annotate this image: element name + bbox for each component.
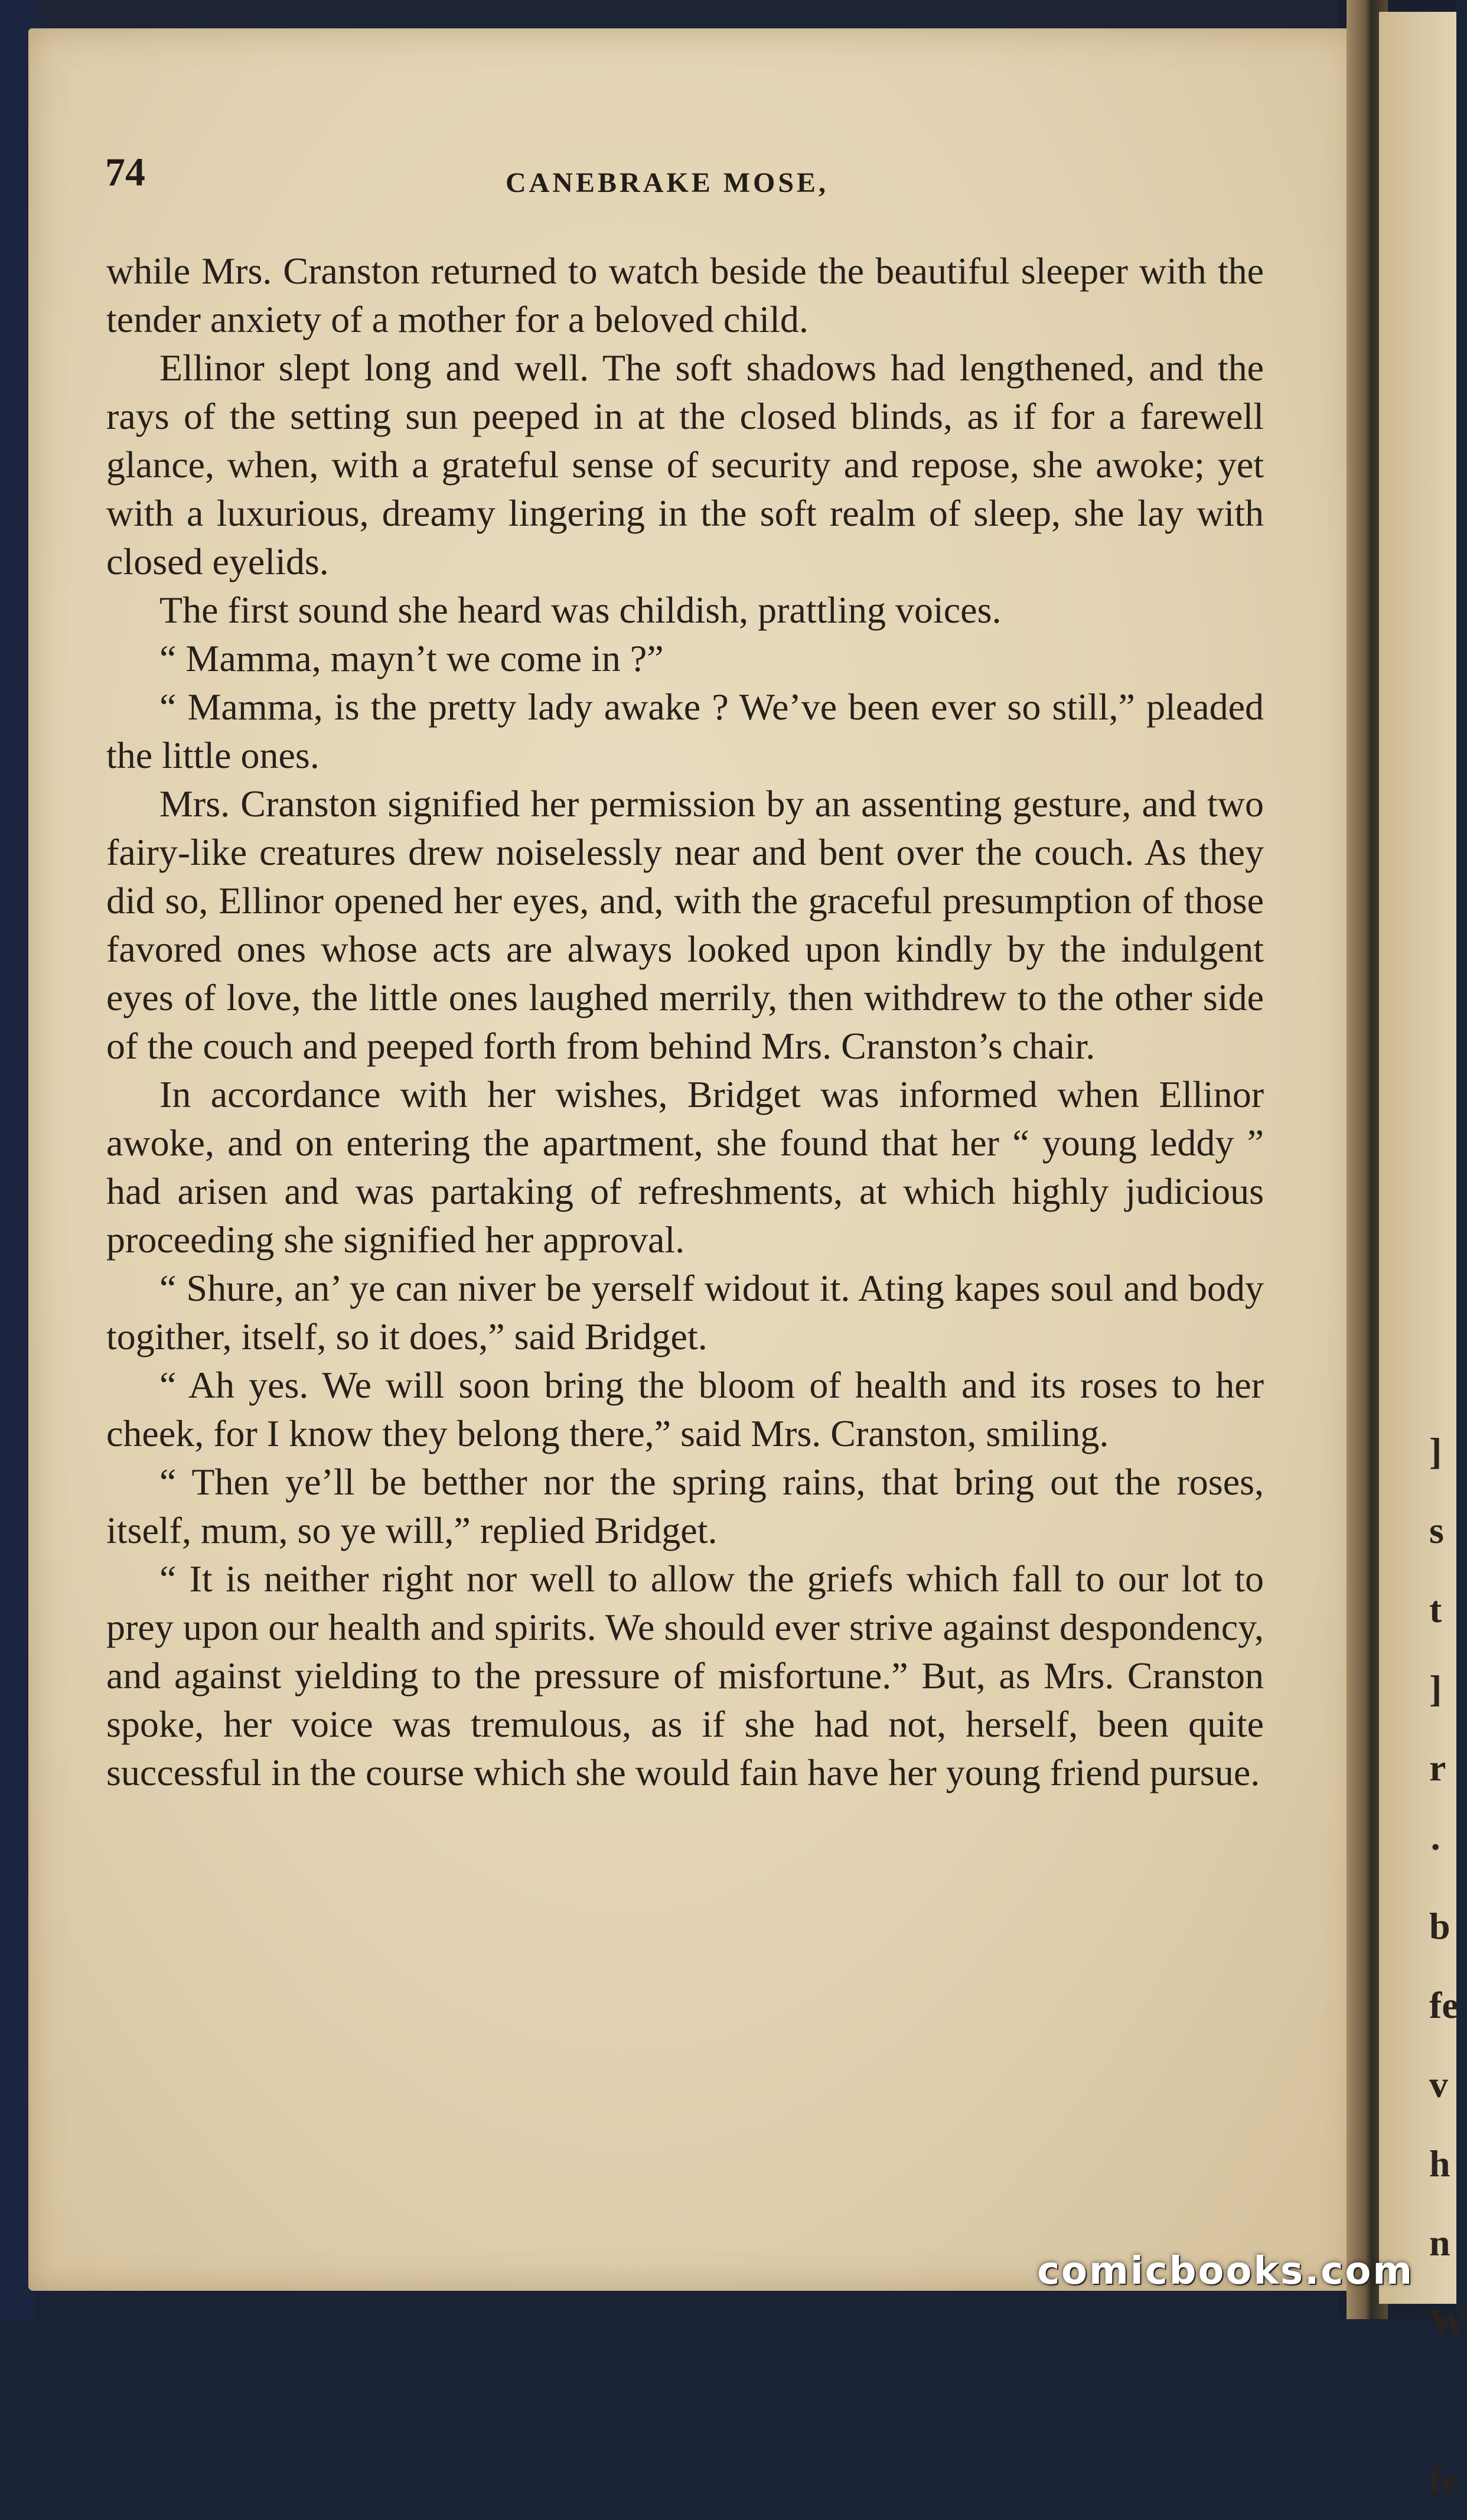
adjacent-letter: s — [1429, 1509, 1444, 1551]
scan-background-top — [0, 0, 1456, 30]
adjacent-page-letters — [1429, 1412, 1467, 2520]
paragraph: while Mrs. Cranston returned to watch beside the beautiful sleeper with the tender anxiety of a mother for a beloved child. — [106, 250, 1264, 340]
adjacent-letter: n — [1429, 2222, 1450, 2264]
paragraph: “ Mamma, mayn’t we come in ?” — [159, 637, 664, 679]
adjacent-letter: W — [1429, 2301, 1467, 2343]
paragraph: “ Mamma, is the pretty lady awake ? We’ve been ever so still,” pleaded the little ones. — [106, 686, 1264, 776]
paragraph: Mrs. Cranston signified her permission by an assenting gesture, and two fairy-like creatures drew noiselessly near and bent over the couch. As they did so, Ellinor opened her eyes, and, with the graceful presumption of those favored ones whose acts are always looked upon kindly by the indulgent eyes of love, the little ones laughed merrily, then withdrew to the other side of the couch and peeped forth from behind Mrs. Cranston’s chair. — [106, 783, 1264, 1067]
paragraph: “ Then ye’ll be betther nor the spring rains, that bring out the roses, itself, mum, so ye will,” replied Bridget. — [106, 1461, 1264, 1551]
adjacent-letter: fe — [1429, 1984, 1459, 2026]
page-number: 74 — [105, 149, 145, 194]
page-header — [105, 149, 1263, 202]
paragraph: “ It is neither right nor well to allow the griefs which fall to our lot to prey upon our health and spirits. We should ever strive against despondency, and against yielding to the pressure of misfortune.” But, as Mrs. Cranston spoke, her voice was tremulous, as if she had not, herself, been quite successful in the course which she would fain have her young friend pursue. — [106, 1558, 1264, 1793]
adjacent-letter: r — [1429, 1747, 1446, 1789]
adjacent-letter: v — [1429, 2063, 1448, 2105]
paragraph: Ellinor slept long and well. The soft shadows had lengthened, and the rays of the setting sun peeped in at the closed blinds, as if for a farewell glance, when, with a grateful sense of security and repose, she awoke; yet with a luxurious, dreamy lingering in the soft realm of sleep, she lay with closed eyelids. — [106, 347, 1264, 582]
adjacent-letter: fe — [1429, 2459, 1459, 2501]
paragraph: “ Ah yes. We will soon bring the bloom of health and its roses to her cheek, for I know they belong there,” said Mrs. Cranston, smiling. — [106, 1364, 1264, 1454]
adjacent-letter: b — [1429, 1905, 1450, 1947]
adjacent-letter: ] — [1429, 1430, 1442, 1472]
body-text — [106, 247, 1264, 1797]
adjacent-letter: t — [1429, 1588, 1442, 1630]
running-title: CANEBRAKE MOSE, — [506, 167, 829, 198]
paragraph: In accordance with her wishes, Bridget was informed when Ellinor awoke, and on entering the apartment, she found that her “ young leddy ” had arisen and was partaking of refreshments, at which highly judicious proceeding she signified her approval. — [106, 1073, 1264, 1261]
paragraph: “ Shure, an’ ye can niver be yerself widout it. Ating kapes soul and body togither, itself, so it does,” said Bridget. — [106, 1267, 1264, 1357]
adjacent-letter: h — [1429, 2143, 1450, 2184]
paragraph: The first sound she heard was childish, prattling voices. — [159, 589, 1002, 631]
adjacent-letter — [1429, 2362, 1456, 2441]
watermark: comicbooks.com — [1037, 2249, 1414, 2293]
adjacent-letter: ] — [1429, 1668, 1442, 1710]
adjacent-letter: · — [1429, 1826, 1442, 1868]
